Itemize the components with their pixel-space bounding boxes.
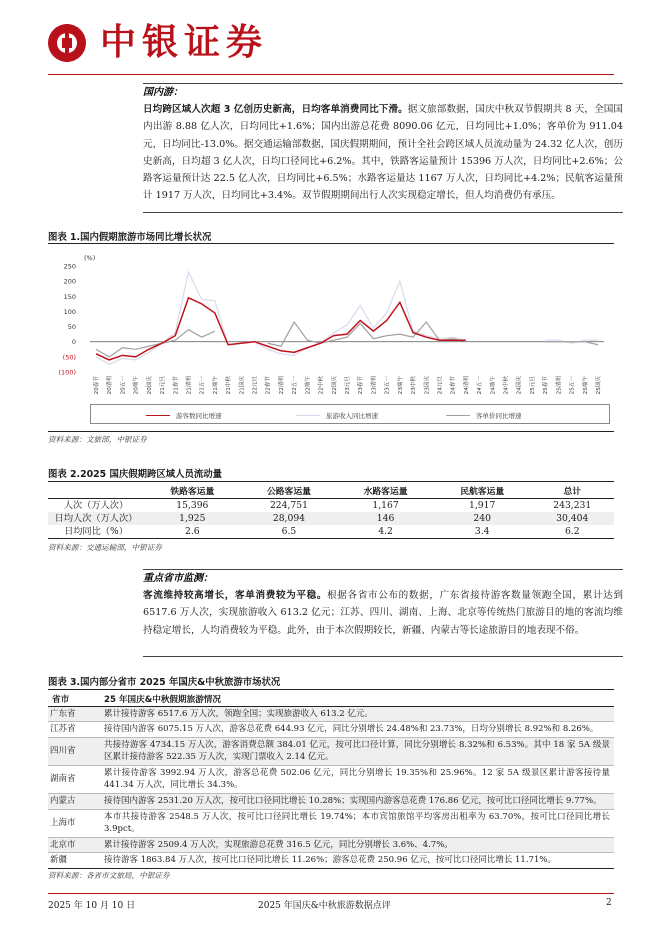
row-header: 人次（万人次） xyxy=(63,499,129,511)
x-tick-label: 24中秋 xyxy=(503,376,510,395)
figure-divider xyxy=(48,243,614,244)
province-name: 北京市 xyxy=(48,837,100,853)
table-header xyxy=(48,484,144,498)
figure-source: 资料来源：文旅部，中银证券 xyxy=(48,435,147,444)
bank-of-china-logo-icon xyxy=(48,24,86,62)
table-row xyxy=(48,525,614,539)
table-cell: 224,751 xyxy=(269,499,308,511)
section-key-provinces xyxy=(143,570,623,639)
y-tick-label: 100 xyxy=(63,307,76,316)
x-tick-label: 21春节 xyxy=(173,376,180,395)
row-header: 日均人次（万人次） xyxy=(48,512,144,526)
figure-divider xyxy=(48,689,614,690)
table-row xyxy=(48,737,614,765)
table-cell: 15,396 xyxy=(176,499,209,511)
lead-sentence: 客流维持较高增长，客单消费较为平稳。 xyxy=(143,590,328,602)
x-tick-label: 20春节 xyxy=(94,376,100,395)
x-tick-label: 22端午 xyxy=(305,376,312,395)
figure-title: 图表 2.2025 国庆假期跨区域人员流动量 xyxy=(48,469,222,480)
y-tick-label: (100) xyxy=(58,368,76,377)
table-header: 总计 xyxy=(531,484,615,498)
y-tick-label: 150 xyxy=(63,292,76,301)
table-row xyxy=(48,809,614,837)
x-tick-label: 25清明 xyxy=(556,376,563,395)
section-paragraph xyxy=(143,101,623,204)
x-tick-label: 22元旦 xyxy=(252,376,259,395)
x-tick-label: 24元旦 xyxy=(437,376,444,395)
y-axis-label: (%) xyxy=(84,254,96,262)
x-tick-label: 25国庆 xyxy=(596,376,602,395)
table-cell: 6.5 xyxy=(241,525,338,539)
province-detail: 累计接待游客 2509.4 万人次，实现旅游总花费 316.5 亿元，同比分别增长 3.6%、4.7%。 xyxy=(100,837,614,853)
x-tick-label: 24端午 xyxy=(490,376,497,395)
x-tick-label: 21中秋 xyxy=(226,376,233,395)
figure-source: 资料来源：交通运输部，中银证券 xyxy=(48,543,162,552)
table-cell: 3.4 xyxy=(434,525,531,539)
table-row xyxy=(48,837,614,853)
section-title: 重点省市监测： xyxy=(143,573,213,584)
legend-item xyxy=(296,411,378,420)
table-cell: 1,167 xyxy=(372,499,399,511)
x-tick-label: 23五一 xyxy=(384,376,391,395)
x-tick-label: 21清明 xyxy=(186,376,193,395)
table-cell: 146 xyxy=(337,512,434,526)
table-cell: 243,231 xyxy=(553,499,592,511)
x-tick-label: 25五一 xyxy=(569,376,576,395)
province-detail: 接待国内游客 2531.20 万人次，按可比口径同比增长 10.28%；实现国内游客总花费 176.86 亿元，按可比口径同比增长 9.77%。 xyxy=(100,794,614,810)
province-tourism-table xyxy=(48,692,614,869)
province-detail: 接待游客 1863.84 万人次，按可比口径同比增长 11.26%；游客总花费 250.96 亿元，按可比口径同比增长 11.71%。 xyxy=(100,853,614,869)
x-tick-label: 24清明 xyxy=(463,376,470,395)
table-cell: 4.2 xyxy=(337,525,434,539)
section-title: 国内游： xyxy=(143,87,183,98)
table-cell: 240 xyxy=(434,512,531,526)
row-header: 日均同比（%） xyxy=(48,525,144,539)
table-row xyxy=(48,853,614,869)
tourism-growth-chart xyxy=(48,248,614,428)
y-tick-label: (50) xyxy=(62,353,76,362)
province-detail: 共接待游客 4734.15 万人次，游客消费总额 384.01 亿元，按可比口径计算，同比分别增长 8.32%和 6.53%。其中 18 家 5A 级景区累计接待游客 522.35 万人次，实现门票收入 2.14 亿元。 xyxy=(100,737,614,765)
passenger-flow-table xyxy=(48,484,614,539)
table-header-row xyxy=(48,692,614,706)
footer-doc-title: 2025 年国庆&中秋旅游数据点评 xyxy=(258,901,391,911)
table-header: 水路客运量 xyxy=(337,484,434,498)
table-row xyxy=(48,498,614,512)
legend-item xyxy=(446,411,522,420)
table-header: 省市 xyxy=(48,692,100,706)
chart-svg xyxy=(48,248,614,403)
province-name: 上海市 xyxy=(48,809,100,837)
body-text: 据文旅部数据，国庆中秋双节假期共 8 天，全国国内出游 8.88 亿人次，日均同比+1.6%；国内出游总花费 8090.06 亿元，日均同比+1.0%；客单价为 911.04 元，日均同比-13.0%。据交通运输部数据，国庆假期期间，预计全社会跨区域人员流动量为 24.32 亿人次，创历史新高，日均超 3 亿人次，日均口径同比+6.2%。其中，铁路客运量预计 15396 万人次，日均同比+2.6%；公路客运量预计达 22.5 亿人次，日均同比+6.5%；水路客运量达 1167 万人次，日均同比+4.2%；民航客运量预计 1917 万人次，日均同比+3.4%。双节假期期间出行人次实现稳定增长，但人均消费仍有承压。 xyxy=(143,104,624,202)
table-cell: 1,917 xyxy=(469,499,496,511)
x-tick-label: 20国庆 xyxy=(146,376,153,395)
table-row xyxy=(48,512,614,526)
legend-label: 游客数同比增速 xyxy=(176,412,222,420)
footer-divider xyxy=(48,893,614,894)
lead-sentence: 日均跨区域人次超 3 亿创历史新高，日均客单消费同比下滑。 xyxy=(143,104,408,116)
figure-title: 图表 3.国内部分省市 2025 年国庆&中秋旅游市场状况 xyxy=(48,677,281,688)
province-name: 广东省 xyxy=(48,706,100,722)
table-header-row xyxy=(48,484,614,498)
table-cell: 2.6 xyxy=(144,525,241,539)
header-divider xyxy=(48,74,614,75)
x-tick-label: 22春节 xyxy=(265,376,272,395)
province-name: 湖南省 xyxy=(48,765,100,793)
figure-source: 资料来源：各省市文旅局，中银证券 xyxy=(48,871,170,880)
table-row xyxy=(48,794,614,810)
x-tick-label: 22国庆 xyxy=(331,376,338,395)
footer-date: 2025 年 10 月 10 日 xyxy=(48,901,136,911)
province-detail: 累计接待游客 3992.94 万人次，游客总花费 502.06 亿元，同比分别增长 19.35%和 25.96%。12 家 5A 级景区累计游客接待量 441.34 万人次，同比增长 34.3%。 xyxy=(100,765,614,793)
table-cell: 1,925 xyxy=(144,512,241,526)
brand-name: 中银证券 xyxy=(100,22,269,63)
table-header: 铁路客运量 xyxy=(144,484,241,498)
figure-divider xyxy=(48,431,614,432)
x-tick-label: 23清明 xyxy=(371,376,378,395)
figure-title: 图表 1.国内假期旅游市场同比增长状况 xyxy=(48,232,212,243)
table-cell: 28,094 xyxy=(241,512,338,526)
y-tick-label: 200 xyxy=(63,277,76,286)
x-tick-label: 21五一 xyxy=(199,376,206,395)
x-tick-label: 25春节 xyxy=(543,376,550,395)
x-tick-label: 25端午 xyxy=(582,376,589,395)
x-tick-label: 21端午 xyxy=(212,376,219,395)
x-tick-label: 23中秋 xyxy=(411,376,418,395)
province-detail: 累计接待游客 6517.6 万人次，领跑全国；实现旅游收入 613.2 亿元。 xyxy=(100,706,614,722)
section-divider xyxy=(143,212,623,213)
table-header: 民航客运量 xyxy=(434,484,531,498)
x-tick-label: 24五一 xyxy=(477,376,484,395)
legend-label: 旅游收入同比增速 xyxy=(326,412,378,420)
x-tick-label: 24春节 xyxy=(450,376,457,395)
body-text: 根据各省市公布的数据，广东省接待游客数量领跑全国，累计达到 6517.6 万人次，实现旅游收入 613.2 亿元；江苏、四川、湖南、上海、北京等传统热门旅游目的地的客流均维持稳定增长，人均消费较为平稳。此外，由于本次假期较长，新疆、内蒙古等长途旅游目的地表现不俗。 xyxy=(143,590,624,636)
table-row xyxy=(48,765,614,793)
page-number: 2 xyxy=(606,898,612,908)
table-header: 25 年国庆&中秋假期旅游情况 xyxy=(100,692,614,706)
x-tick-label: 20五一 xyxy=(120,376,127,395)
x-tick-label: 22清明 xyxy=(278,376,285,395)
y-tick-label: 50 xyxy=(67,323,76,332)
y-tick-label: 250 xyxy=(63,262,76,271)
legend-swatch xyxy=(446,415,470,416)
x-tick-label: 20端午 xyxy=(133,376,140,395)
x-tick-label: 25元旦 xyxy=(529,376,536,395)
x-tick-label: 24国庆 xyxy=(516,376,523,395)
series-line-per-capita xyxy=(96,330,215,357)
legend-item xyxy=(146,411,222,420)
page-header xyxy=(48,20,618,68)
section-divider xyxy=(143,656,623,657)
x-tick-label: 22中秋 xyxy=(318,376,325,395)
section-domestic-travel xyxy=(143,84,623,204)
province-name: 江苏省 xyxy=(48,722,100,738)
x-tick-label: 21国庆 xyxy=(239,376,246,395)
province-name: 内蒙古 xyxy=(48,794,100,810)
table-row xyxy=(48,706,614,722)
province-name: 四川省 xyxy=(48,737,100,765)
y-tick-label: 0 xyxy=(71,338,76,347)
x-tick-label: 23端午 xyxy=(397,376,404,395)
x-tick-label: 20清明 xyxy=(107,376,114,395)
province-name: 新疆 xyxy=(48,853,100,869)
x-tick-label: 23元旦 xyxy=(345,376,351,395)
figure-divider xyxy=(48,481,614,482)
table-row xyxy=(48,722,614,738)
province-detail: 接待国内游客 6075.15 万人次，游客总花费 644.93 亿元，同比分别增长 24.48%和 23.73%，日均分别增长 8.92%和 8.26%。 xyxy=(100,722,614,738)
x-tick-label: 23春节 xyxy=(358,376,365,395)
x-tick-label: 21元旦 xyxy=(160,376,167,395)
table-cell: 30,404 xyxy=(531,512,615,526)
table-header: 公路客运量 xyxy=(241,484,338,498)
legend-swatch xyxy=(296,415,320,416)
province-detail: 本市共接待游客 2548.5 万人次，按可比口径同比增长 19.74%；本市宾馆旅馆平均客房出租率为 63.70%，按可比口径同比增长 3.9pct。 xyxy=(100,809,614,837)
chart-legend xyxy=(90,404,610,424)
table-cell: 6.2 xyxy=(531,525,615,539)
legend-label: 客单价同比增速 xyxy=(476,412,522,420)
x-tick-label: 22五一 xyxy=(292,376,299,395)
legend-swatch xyxy=(146,415,170,416)
x-tick-label: 23国庆 xyxy=(424,376,431,395)
section-paragraph xyxy=(143,587,623,639)
